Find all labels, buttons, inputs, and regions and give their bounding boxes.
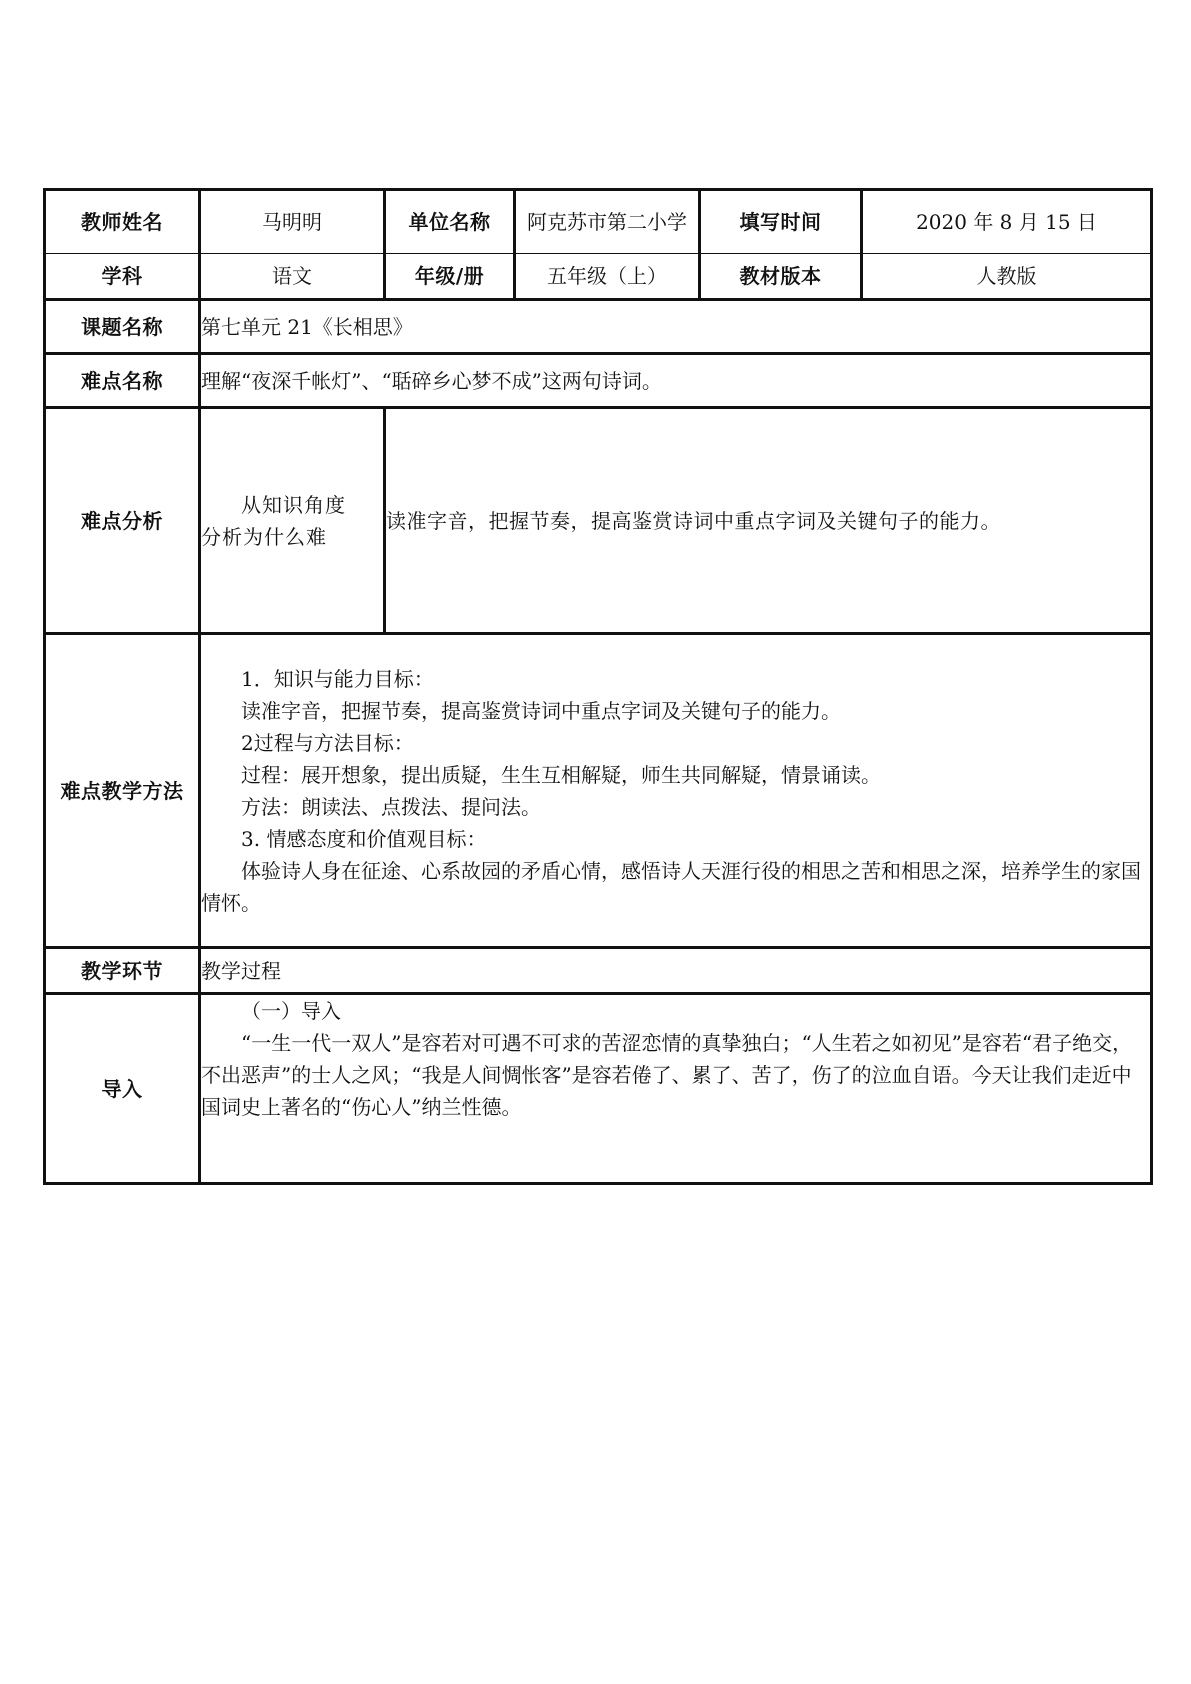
topic-value: 第七单元 21《长相思》 (200, 300, 1152, 354)
analysis-sub-label-line2: 分析为什么难 (201, 524, 327, 549)
subject-value: 语文 (200, 254, 385, 300)
process-value: 教学过程 (200, 948, 1152, 994)
intro-label: 导入 (45, 994, 200, 1184)
method-line: 过程：展开想象，提出质疑，生生互相解疑，师生共同解疑，情景诵读。 (241, 762, 881, 787)
subject-row (45, 254, 1152, 300)
method-content (200, 634, 1152, 948)
intro-heading: （一）导入 (241, 999, 341, 1023)
method-line: 2过程与方法目标： (241, 730, 414, 755)
analysis-label: 难点分析 (45, 408, 200, 634)
method-row (45, 634, 1152, 948)
difficulty-value: 理解“夜深千帐灯”、“聒碎乡心梦不成”这两句诗词。 (200, 354, 1152, 408)
topic-label: 课题名称 (45, 300, 200, 354)
subject-label: 学科 (45, 254, 200, 300)
method-line: 体验诗人身在征途、心系故园的矛盾心情，感悟诗人天涯行役的相思之苦和相思之深，培养学生的家国情怀。 (201, 858, 1141, 915)
analysis-row (45, 408, 1152, 634)
fill-time-label: 填写时间 (700, 190, 862, 254)
edition-value: 人教版 (862, 254, 1152, 300)
analysis-sub-label-line1: 从知识角度 (241, 492, 346, 517)
process-header-row (45, 948, 1152, 994)
unit-name-value: 阿克苏市第二小学 (515, 190, 700, 254)
method-label: 难点教学方法 (45, 634, 200, 948)
edition-label: 教材版本 (700, 254, 862, 300)
unit-name-label: 单位名称 (385, 190, 515, 254)
process-label: 教学环节 (45, 948, 200, 994)
teacher-name-label: 教师姓名 (45, 190, 200, 254)
teacher-name-value: 马明明 (200, 190, 385, 254)
topic-row (45, 300, 1152, 354)
lesson-plan-form (43, 188, 1153, 1185)
analysis-sub-label (200, 408, 385, 634)
method-line: 读准字音，把握节奏，提高鉴赏诗词中重点字词及关键句子的能力。 (241, 698, 841, 723)
grade-label: 年级/册 (385, 254, 515, 300)
intro-content (200, 994, 1152, 1184)
method-line: 方法：朗读法、点拨法、提问法。 (241, 794, 541, 819)
method-line: 1．知识与能力目标： (241, 666, 434, 691)
method-line: 3. 情感态度和价值观目标： (241, 826, 487, 851)
grade-value: 五年级（上） (515, 254, 700, 300)
difficulty-row (45, 354, 1152, 408)
difficulty-label: 难点名称 (45, 354, 200, 408)
intro-row (45, 994, 1152, 1184)
header-row (45, 190, 1152, 254)
analysis-value: 读准字音，把握节奏，提高鉴赏诗词中重点字词及关键句子的能力。 (385, 408, 1152, 634)
fill-time-value: 2020 年 8 月 15 日 (862, 190, 1152, 254)
intro-paragraph: “一生一代一双人”是容若对可遇不可求的苦涩恋情的真挚独白；“人生若之如初见”是容若“君子绝交，不出恶声”的士人之风；“我是人间惆怅客”是容若倦了、累了、苦了，伤了的泣血自语。今天让我们走近中国词史上著名的“伤心人”纳兰性德。 (201, 1031, 1133, 1119)
